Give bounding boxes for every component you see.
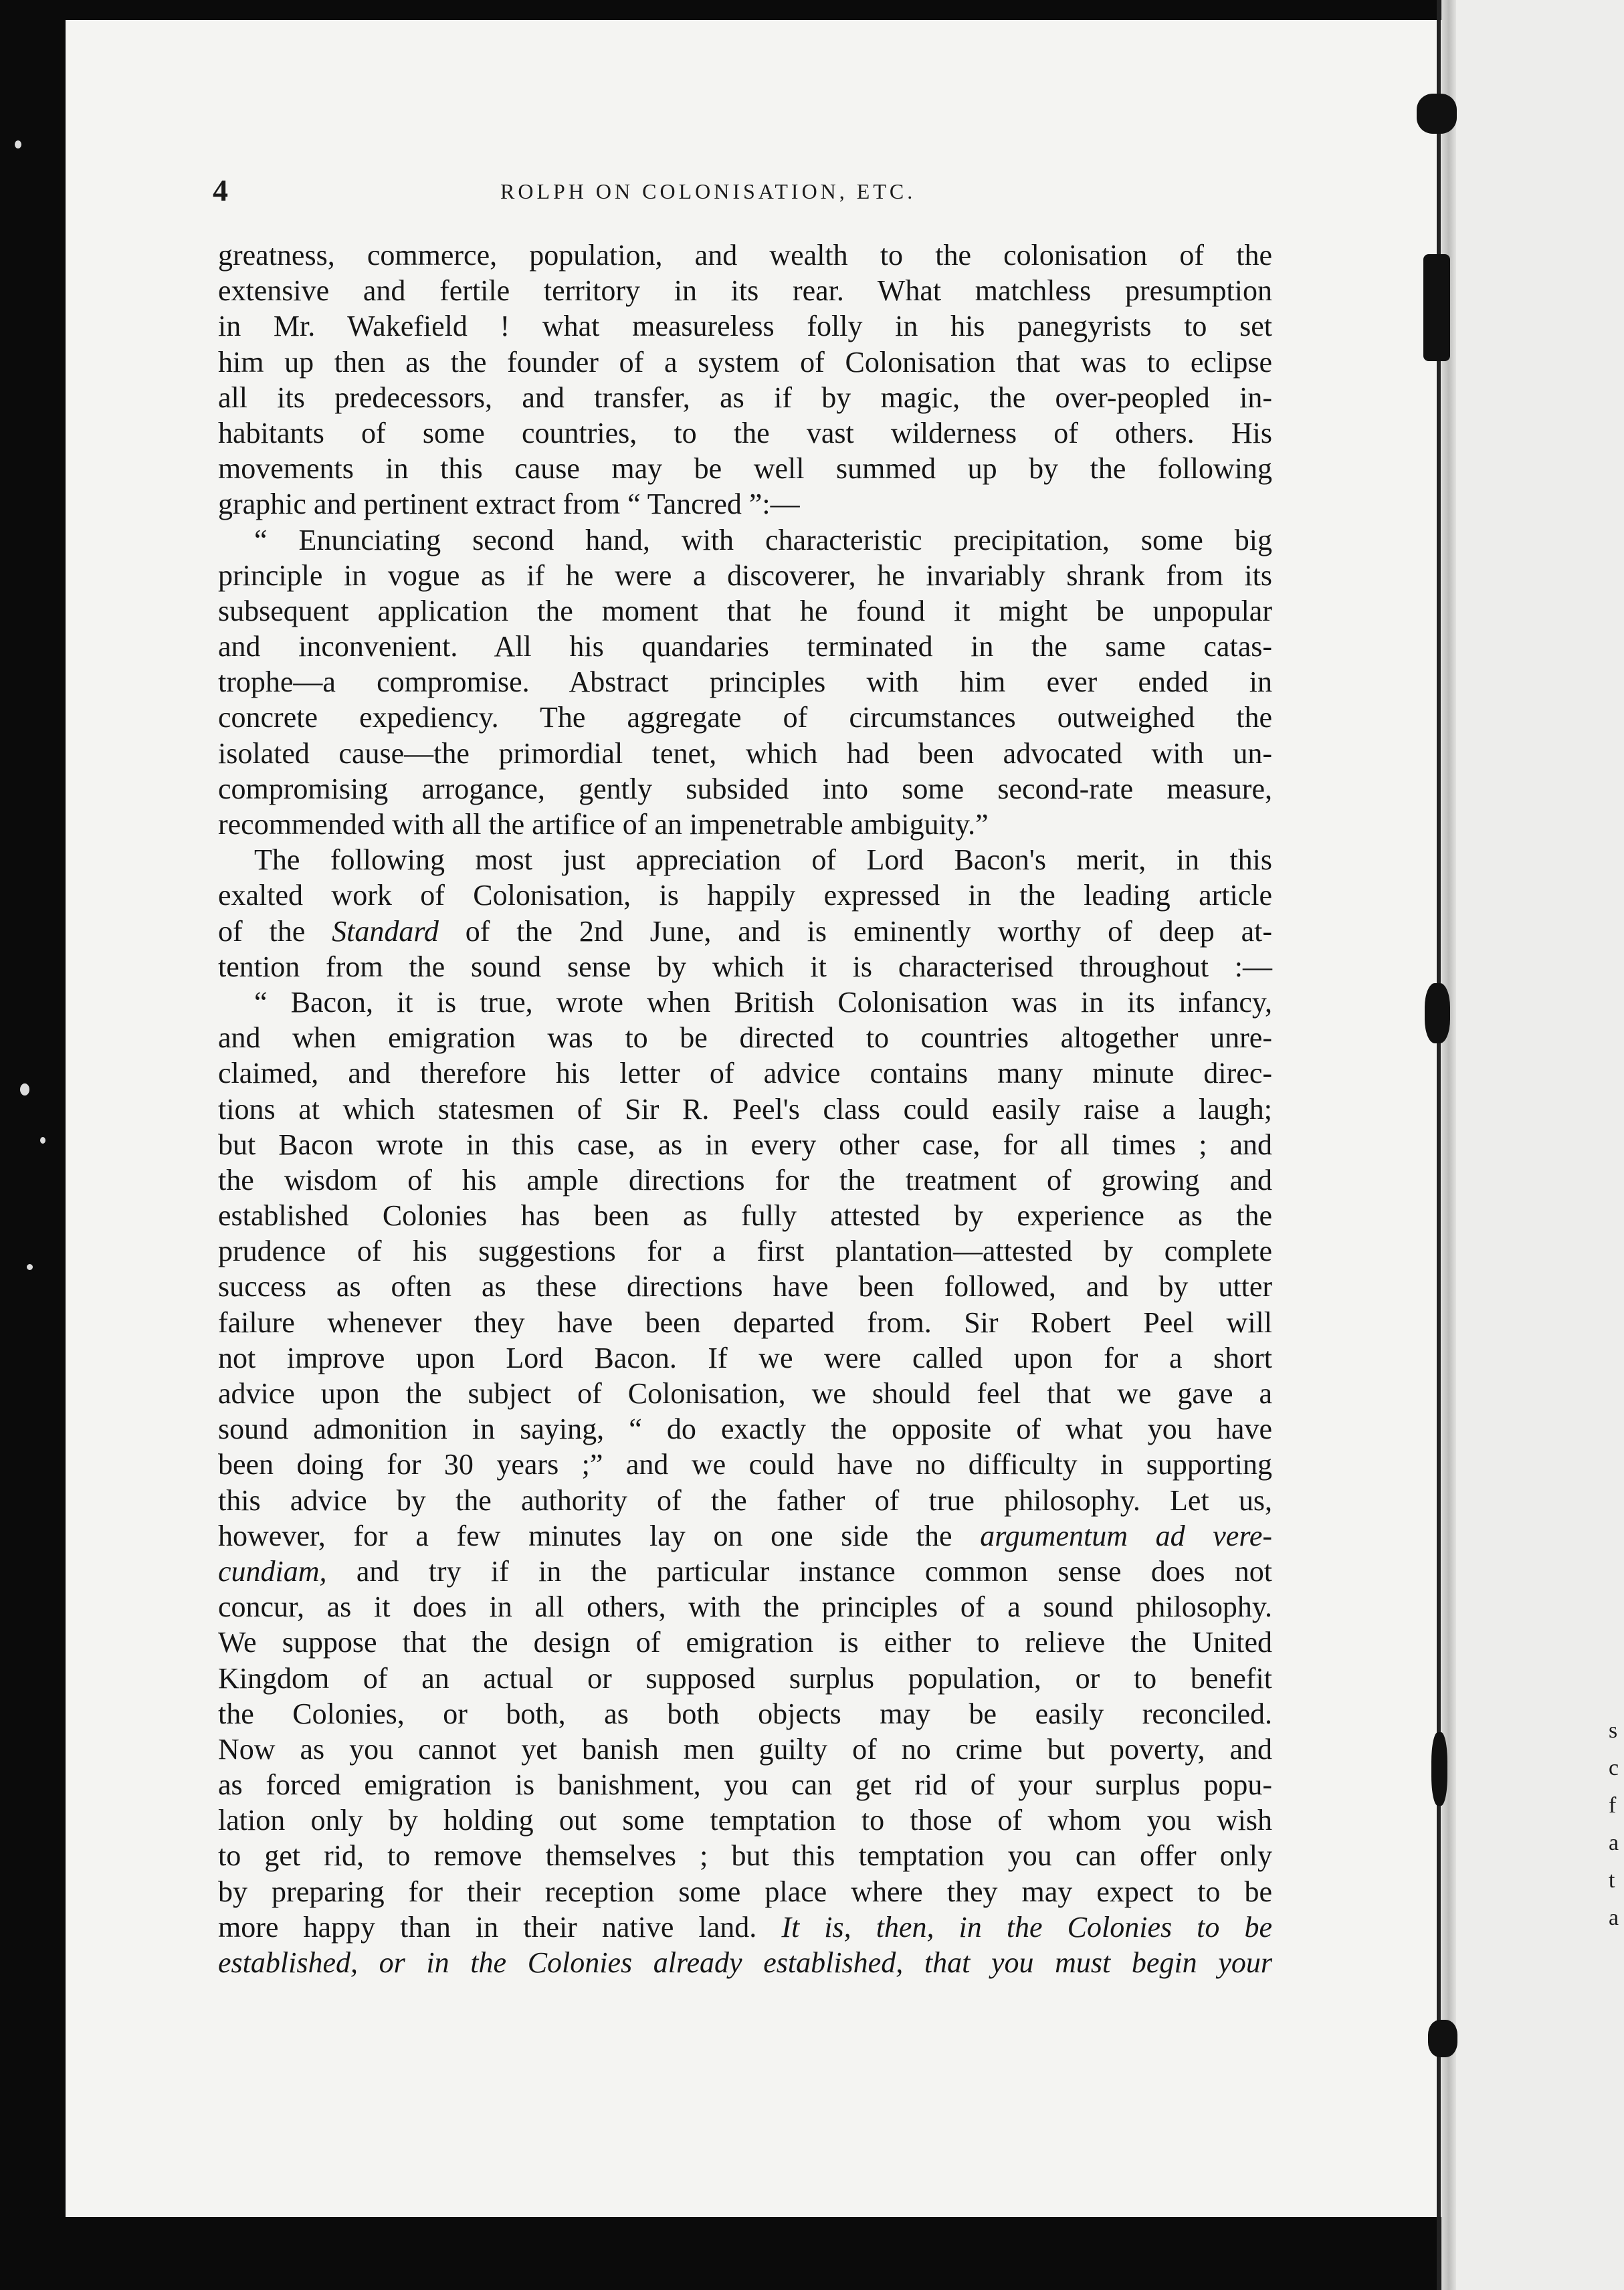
text-line: claimed, and therefore his letter of advice contains many minute direc-: [218, 1057, 1272, 1090]
text-line: the wisdom of his ample directions for the treatment of growing and: [218, 1163, 1272, 1196]
text-line: trophe—a compromise. Abstract principles with him ever ended in: [218, 665, 1272, 699]
body-text: [218, 237, 1272, 1980]
italic-title: Standard: [332, 914, 439, 948]
text-line: and inconvenient. All his quandaries terminated in the same catas-: [218, 630, 1272, 663]
running-title: ROLPH ON COLONISATION, ETC.: [500, 179, 916, 203]
text-line: exalted work of Colonisation, is happily expressed in the leading article: [218, 879, 1272, 912]
text-line: We suppose that the design of emigration is either to relieve the United: [218, 1626, 1272, 1659]
binding-mark: [1425, 983, 1450, 1043]
text-line: concur, as it does in all others, with the principles of a sound philosophy.: [218, 1590, 1272, 1624]
text-line: him up then as the founder of a system of Colonisation that was to eclipse: [218, 345, 1272, 379]
text-line: and when emigration was to be directed to countries altogether unre-: [218, 1021, 1272, 1055]
page-number: 4: [213, 173, 228, 207]
text-line: [218, 914, 1272, 949]
facing-page-fragment: s c f a t a: [1609, 1718, 1619, 1930]
italic-phrase: argumentum ad vere-: [980, 1519, 1272, 1552]
text-line: success as often as these directions have been followed, and by utter: [218, 1270, 1272, 1304]
text-line: subsequent application the moment that he found it might be unpopular: [218, 594, 1272, 627]
binding-mark: [1428, 2020, 1457, 2057]
text-line: compromising arrogance, gently subsided into some second-rate measure,: [218, 772, 1272, 805]
text-line: [218, 1518, 1272, 1554]
text-line: principle in vogue as if he were a discoverer, he invariably shrank from its: [218, 558, 1272, 592]
text-line: been doing for 30 years ;” and we could have no difficulty in supporting: [218, 1448, 1272, 1481]
text-line: Kingdom of an actual or supposed surplus population, or to benefit: [218, 1661, 1272, 1695]
text-line: this advice by the authority of the father of true philosophy. Let us,: [218, 1483, 1272, 1517]
text-line: recommended with all the artifice of an impenetrable ambiguity.”: [218, 808, 989, 841]
text-line: Now as you cannot yet banish men guilty of no crime but poverty, and: [218, 1732, 1272, 1766]
text-line: tention from the sound sense by which it is characterised throughout :—: [218, 950, 1272, 983]
binding-mark: [1431, 1732, 1447, 1806]
text-line: greatness, commerce, population, and wealth to the colonisation of the: [218, 239, 1272, 272]
text-line: advice upon the subject of Colonisation, we should feel that we gave a: [218, 1377, 1272, 1410]
scan-speck: [15, 140, 21, 148]
text-line: as forced emigration is banishment, you can get rid of your surplus popu-: [218, 1768, 1272, 1802]
text-line: concrete expediency. The aggregate of circumstances outweighed the: [218, 701, 1272, 734]
text-line: [218, 1909, 1272, 1945]
text-line: extensive and fertile territory in its rear. What matchless presumption: [218, 274, 1272, 308]
page-header: [213, 173, 1270, 213]
text-fragment: and try if in the particular instance common sense does not: [326, 1554, 1272, 1588]
binding-mark: [1417, 94, 1457, 134]
text-line: all its predecessors, and transfer, as if by magic, the over-peopled in-: [218, 381, 1272, 414]
binding-mark: [1423, 254, 1450, 361]
text-fragment: however, for a few minutes lay on one side the: [218, 1519, 981, 1552]
text-line: [218, 1945, 1272, 1980]
scan-speck: [20, 1083, 29, 1096]
text-line: lation only by holding out some temptation to those of whom you wish: [218, 1804, 1272, 1837]
text-line: sound admonition in saying, “ do exactly the opposite of what you have: [218, 1413, 1272, 1446]
text-line: movements in this cause may be well summed up by the following: [218, 452, 1272, 486]
text-fragment: of the 2nd June, and is eminently worthy of deep at-: [438, 914, 1273, 948]
text-line: “ Enunciating second hand, with characteristic precipitation, some big: [254, 523, 1272, 556]
facing-page-edge: [1451, 0, 1624, 2290]
text-line: isolated cause—the primordial tenet, which had been advocated with un-: [218, 736, 1272, 770]
text-line: [218, 1554, 1272, 1589]
text-line: “ Bacon, it is true, wrote when British Colonisation was in its infancy,: [254, 985, 1272, 1019]
text-line: by preparing for their reception some place where they may expect to be: [218, 1875, 1272, 1908]
text-line: habitants of some countries, to the vast wilderness of others. His: [218, 416, 1272, 449]
text-fragment: of the: [218, 914, 332, 948]
text-line: failure whenever they have been departed from. Sir Robert Peel will: [218, 1306, 1272, 1339]
scan-speck: [27, 1264, 33, 1270]
text-line: but Bacon wrote in this case, as in every other case, for all times ; and: [218, 1128, 1272, 1161]
text-line: not improve upon Lord Bacon. If we were called upon for a short: [218, 1341, 1272, 1374]
text-line: in Mr. Wakefield ! what measureless folly in his panegyrists to set: [218, 310, 1272, 343]
scan-speck: [40, 1137, 45, 1144]
text-line: prudence of his suggestions for a first plantation—attested by complete: [218, 1235, 1272, 1268]
text-line: The following most just appreciation of Lord Bacon's merit, in this: [254, 843, 1272, 877]
text-line: established Colonies has been as fully attested by experience as the: [218, 1199, 1272, 1233]
italic-phrase: It is, then, in the Colonies to be: [781, 1910, 1272, 1944]
text-line: the Colonies, or both, as both objects may be easily reconciled.: [218, 1697, 1272, 1730]
text-line: tions at which statesmen of Sir R. Peel's class could easily raise a laugh;: [218, 1092, 1272, 1126]
text-line: to get rid, to remove themselves ; but this temptation you can offer only: [218, 1839, 1272, 1873]
text-line: graphic and pertinent extract from “ Tancred ”:—: [218, 488, 800, 521]
text-fragment: more happy than in their native land.: [218, 1910, 782, 1944]
italic-phrase: cundiam,: [218, 1554, 327, 1588]
italic-phrase: established, or in the Colonies already established, that you must begin your: [218, 1946, 1272, 1979]
